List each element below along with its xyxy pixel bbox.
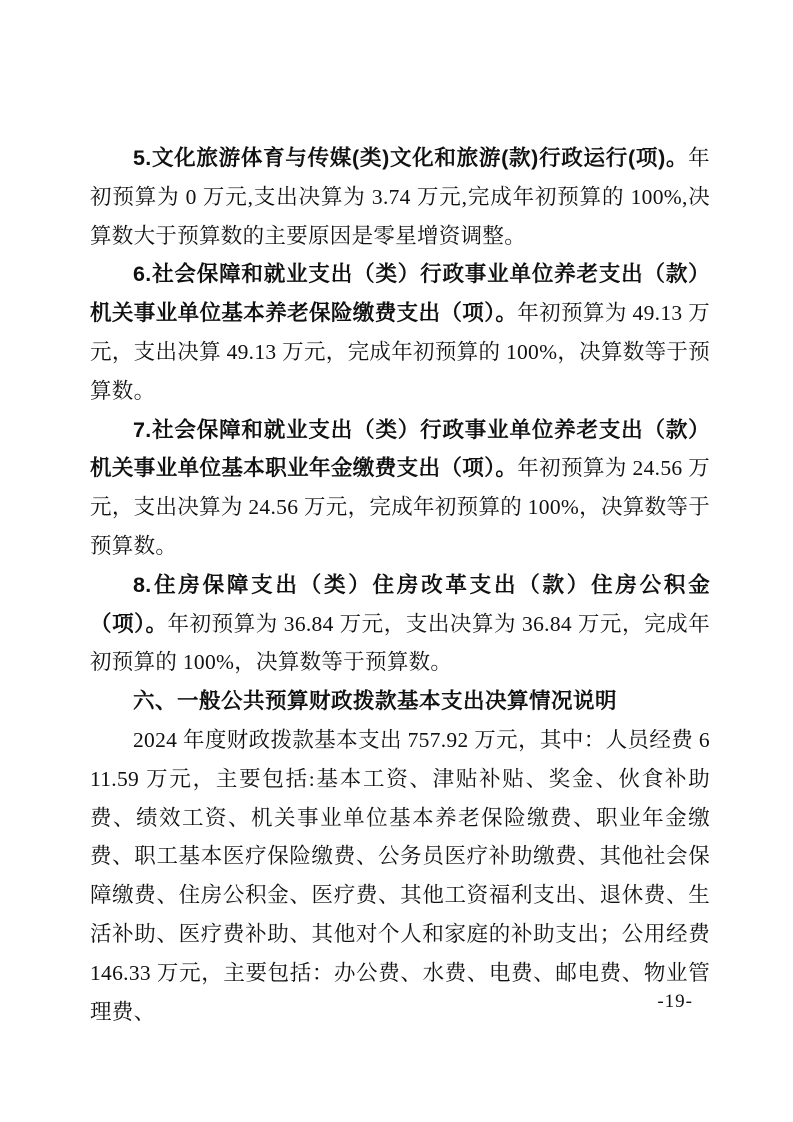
list-item-5-heading: 5.文化旅游体育与传媒(类)文化和旅游(款)行政运行(项)。 [133,146,689,170]
list-item-7-heading: 7.社会保障和就业支出（类）行政事业单位养老支出（款）机关事业单位基本职业年金缴费支出（项）。 [90,417,710,481]
list-item-6 [90,255,710,410]
list-item-6-body: 年初预算为 49.13 万元，支出决算 49.13 万元，完成年初预算的 100%，决算数等于预算数。 [90,301,710,403]
text-content [90,139,710,1031]
section-heading-six: 六、一般公共预算财政拨款基本支出决算情况说明 [133,689,618,714]
list-item-5-body: 年初预算为 0 万元,支出决算为 3.74 万元,完成年初预算的 100%,决算数大于预算数的主要原因是零星增资调整。 [90,146,710,248]
list-item-8-heading: 8.住房保障支出（类）住房改革支出（款）住房公积金（项）。 [90,572,710,636]
list-item-8-body: 年初预算为 36.84 万元，支出决算为 36.84 万元，完成年初预算的 100%，决算数等于预算数。 [90,611,710,675]
basic-expense-paragraph: 2024 年度财政拨款基本支出 757.92 万元，其中：人员经费 611.59 万元，主要包括:基本工资、津贴补贴、奖金、伙食补助费、绩效工资、机关事业单位基本养老保险缴费、职业年金缴费、职工基本医疗保险缴费、公务员医疗补助缴费、其他社会保障缴费、住房公积金、医疗费、其他工资福利支出、退休费、生活补助、医疗费补助、其他对个人和家庭的补助支出；公用经费 146.33 万元，主要包括：办公费、水费、电费、邮电费、物业管理费、 [90,727,710,1024]
page-number: -19- [657,991,693,1012]
list-item-7-body: 年初预算为 24.56 万元，支出决算为 24.56 万元，完成年初预算的 100%，决算数等于预算数。 [90,456,710,558]
list-item-6-heading: 6.社会保障和就业支出（类）行政事业单位养老支出（款）机关事业单位基本养老保险缴费支出（项）。 [90,262,710,326]
list-item-8 [90,566,710,682]
list-item-5 [90,139,710,255]
list-item-7 [90,411,710,566]
